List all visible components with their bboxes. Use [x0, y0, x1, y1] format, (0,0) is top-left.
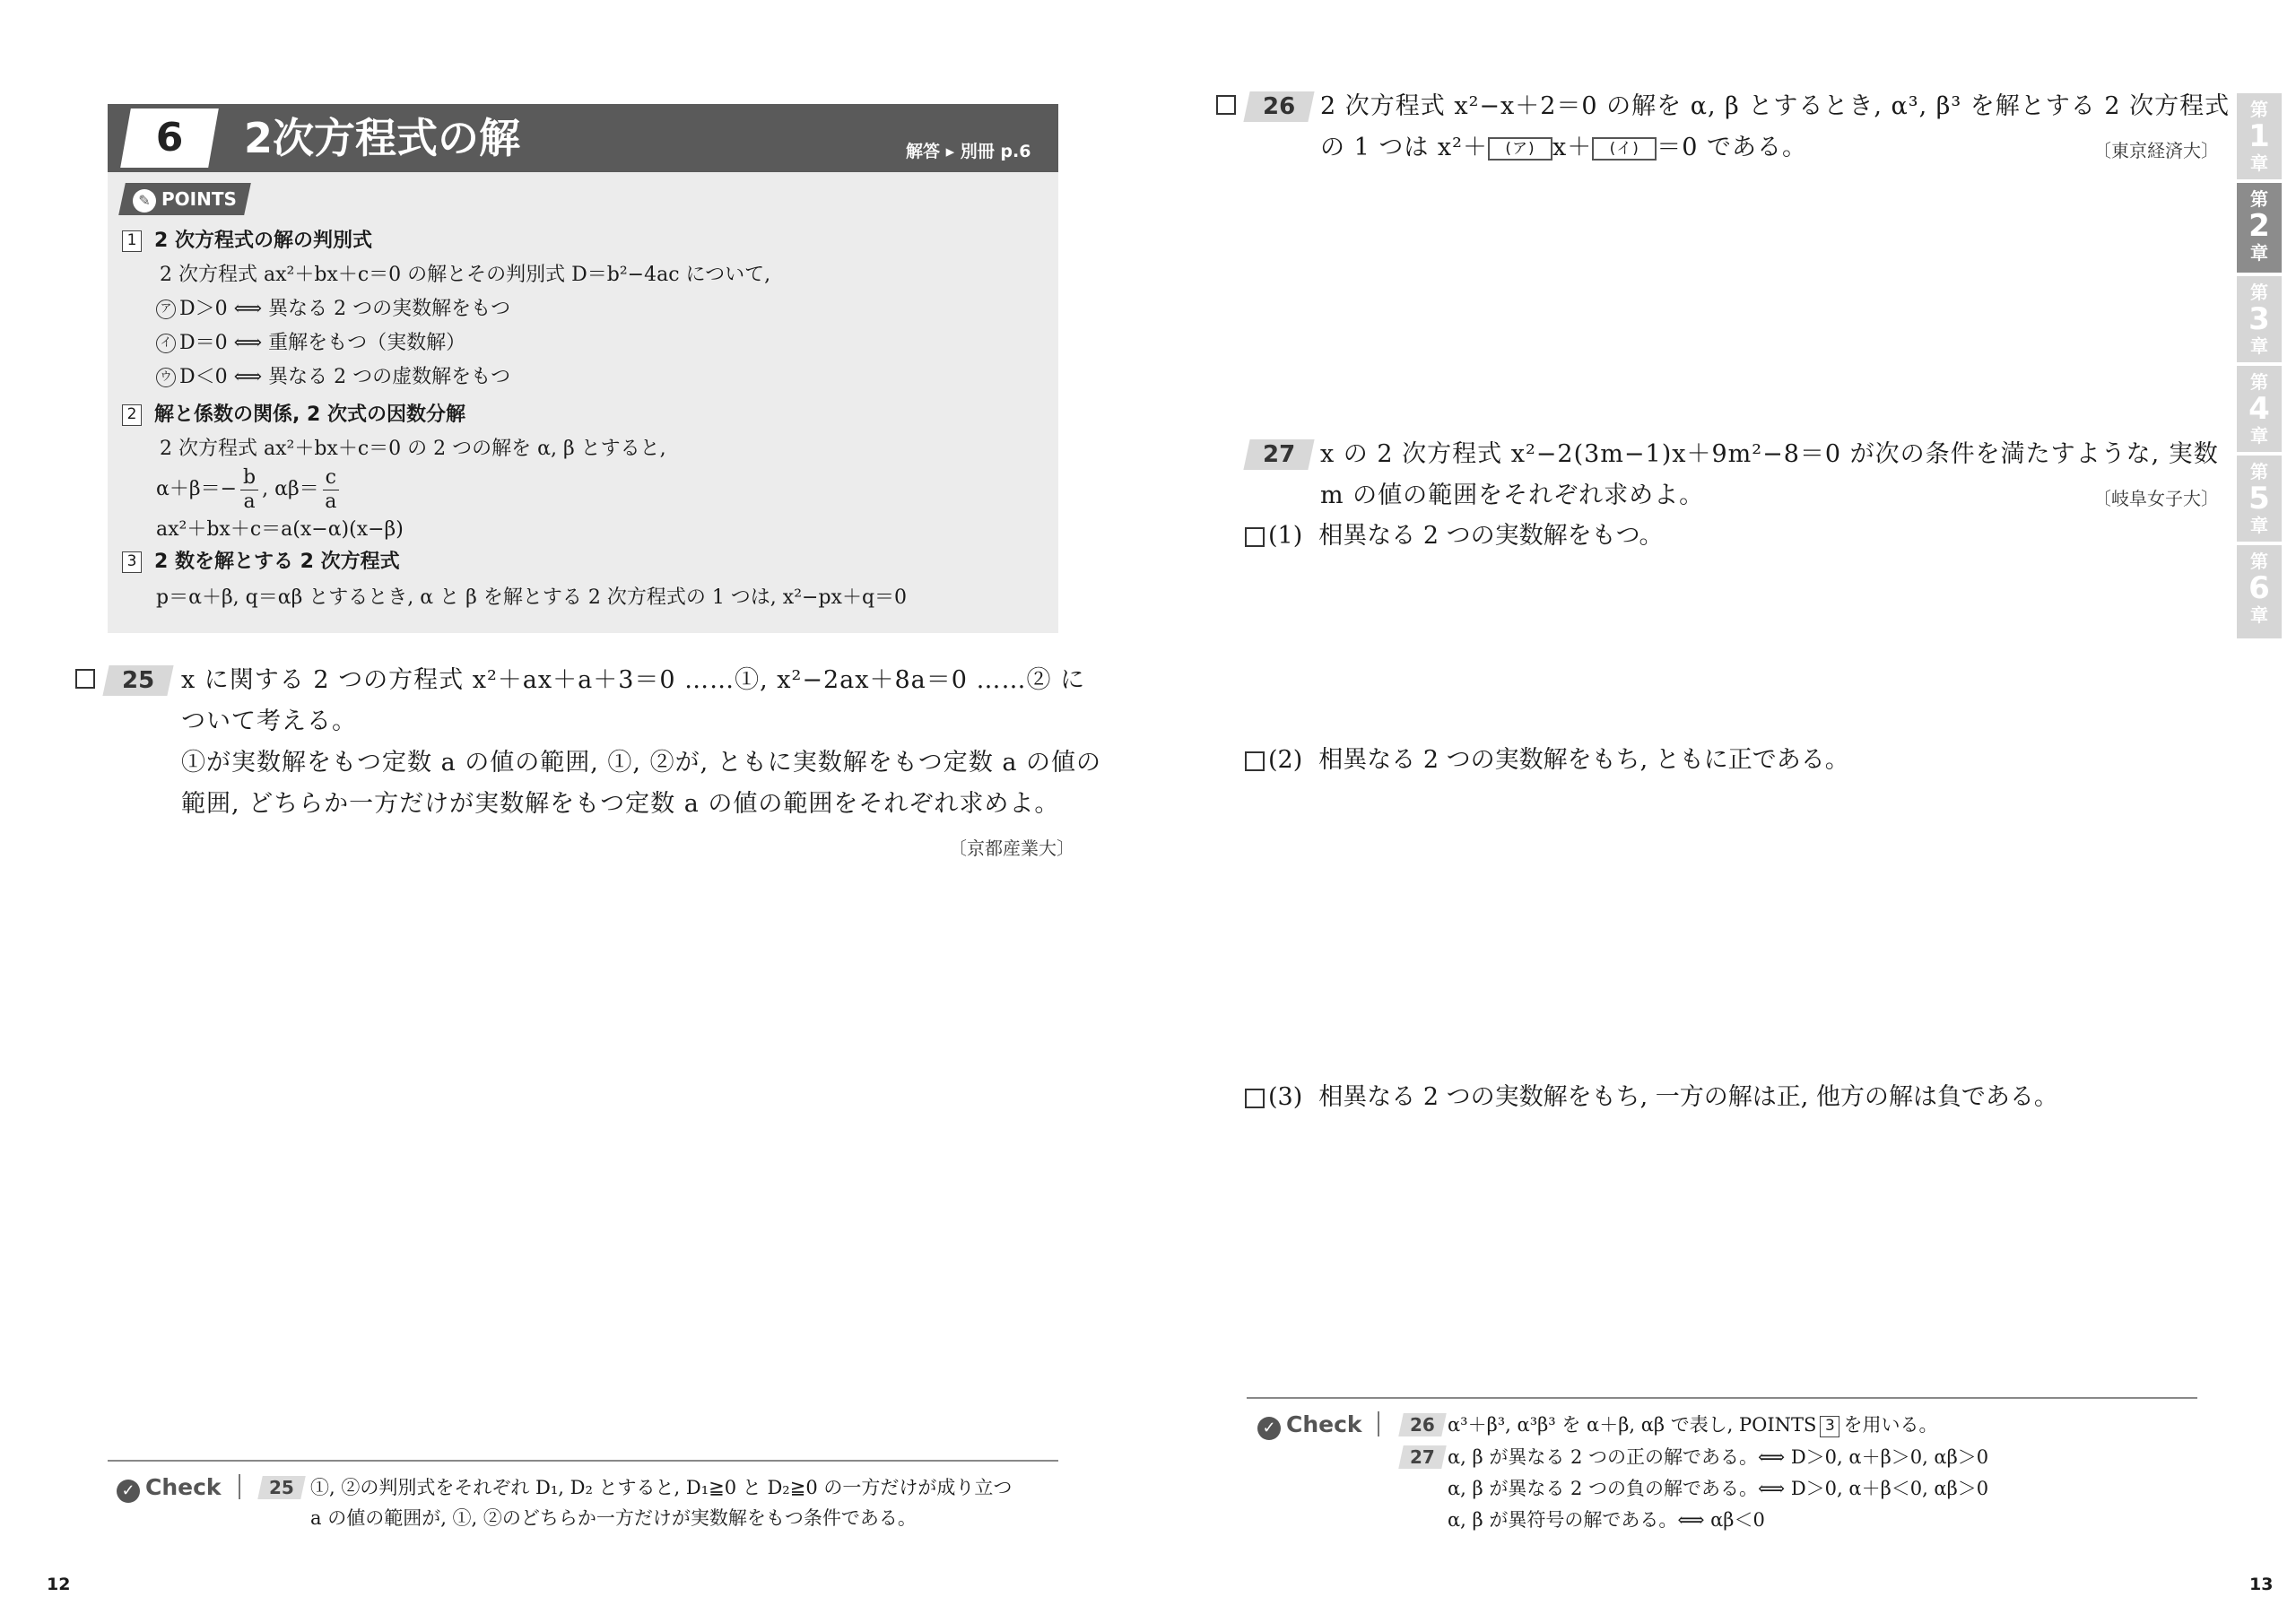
q26-number: 26 [1243, 91, 1314, 122]
points-subitem-a: ア D＞0 ⟺ 異なる 2 つの実数解をもつ [156, 292, 510, 326]
sub-checkbox[interactable] [1245, 751, 1265, 771]
q27-source: 〔岐阜女子大〕 [2093, 488, 2219, 509]
section-title: 2次方程式の解 [244, 114, 521, 162]
section-number: 6 [155, 115, 184, 161]
fraction: $\frac{b}{a}$ [240, 466, 258, 514]
points-item-heading: 解と係数の関係, 2 次式の因数分解 [154, 404, 465, 426]
q25-checkbox[interactable] [75, 669, 95, 689]
page-number-left: 12 [47, 1575, 71, 1594]
check-divider [108, 1460, 1058, 1462]
points-item-number: 3 [122, 551, 142, 573]
points-item-heading: 2 次方程式の解の判別式 [154, 230, 372, 252]
vieta-formula: α＋β＝− $\frac{b}{a}$ , αβ＝ $\frac{c}{a}$ [156, 464, 343, 515]
chapter-tab-3[interactable]: 第 3 章 [2237, 276, 2282, 362]
q26-line: 2 次方程式 x²−x＋2＝0 の解を α, β とするとき, α³, β³ を解とする 2 次方程式 [1320, 92, 2231, 120]
points-item-number: 2 [122, 404, 142, 426]
points-item-number: 1 [122, 230, 142, 252]
sub-checkbox[interactable] [1245, 527, 1265, 547]
q25-line: ①が実数解をもつ定数 a の値の範囲, ①, ②が, ともに実数解をもつ定数 a の値の [181, 749, 1102, 777]
chapter-tab-5[interactable]: 第 5 章 [2237, 456, 2282, 542]
check-left: ✓ Check [117, 1474, 222, 1503]
q26-source: 〔東京経済大〕 [2093, 140, 2219, 161]
circled-mark: イ [156, 334, 176, 353]
q27-line: x の 2 次方程式 x²−2(3m−1)x＋9m²−8＝0 が次の条件を満たすような, 実数 [1320, 440, 2219, 468]
q25-line: 範囲, どちらか一方だけが実数解をもつ定数 a の値の範囲をそれぞれ求めよ。 [181, 790, 1060, 818]
points-label: ✎ POINTS [133, 183, 237, 215]
check-tag-26: 26 [1398, 1413, 1446, 1436]
q27-sub-1: (1) 相異なる 2 つの実数解をもつ。 [1245, 518, 1664, 554]
check-text: a の値の範囲が, ①, ②のどちらか一方だけが実数解をもつ条件である。 [310, 1507, 917, 1529]
fraction: $\frac{c}{a}$ [323, 466, 339, 514]
circled-mark: ア [156, 299, 176, 319]
check-right: ✓ Check [1257, 1411, 1362, 1440]
factor-formula: ax²＋bx＋c＝a(x−α)(x−β) [156, 518, 404, 541]
q25-number: 25 [102, 665, 173, 696]
points-item-2 [122, 398, 465, 432]
circled-mark: ウ [156, 368, 176, 387]
q27-sub-3: (3) 相異なる 2 つの実数解をもち, 一方の解は正, 他方の解は負である。 [1245, 1080, 2058, 1115]
check-text-27: α, β が異なる 2 つの負の解である。⟺ D＞0, α＋β＜0, αβ＞0 [1448, 1478, 1989, 1499]
answer-reference: 解答 ▸ 別冊 p.6 [906, 142, 1031, 161]
q27-number: 27 [1243, 439, 1314, 470]
chapter-tab-2[interactable]: 第 2 章 [2237, 183, 2282, 273]
checkmark-icon: ✓ [1257, 1417, 1281, 1440]
points-item-heading: 2 数を解とする 2 次方程式 [154, 551, 400, 573]
q27-sub-2: (2) 相異なる 2 つの実数解をもち, ともに正である。 [1245, 742, 1849, 778]
q26-line-2: の 1 つは x²＋ (ア) x＋ (イ) ＝0 である。 [1320, 134, 1807, 161]
chapter-tab-1[interactable]: 第 1 章 [2237, 93, 2282, 179]
page-number-right: 13 [2249, 1575, 2274, 1594]
chapter-tab-4[interactable]: 第 4 章 [2237, 366, 2282, 452]
answer-box-i[interactable]: (イ) [1592, 137, 1657, 161]
answer-box-a[interactable]: (ア) [1488, 137, 1552, 161]
chapter-tab-6[interactable]: 第 6 章 [2237, 545, 2282, 638]
check-text: ①, ②の判別式をそれぞれ D₁, D₂ とすると, D₁≧0 と D₂≧0 の一方だけが成り立つ [310, 1477, 1013, 1498]
points-ref-box: 3 [1820, 1416, 1839, 1437]
check-separator [239, 1474, 240, 1499]
checkmark-icon: ✓ [117, 1480, 140, 1503]
points-item-1 [122, 224, 372, 258]
q25-line: ついて考える。 [181, 707, 357, 735]
pencil-icon: ✎ [133, 189, 156, 213]
q26-checkbox[interactable] [1216, 95, 1236, 115]
check-text-27: α, β が異符号の解である。⟺ αβ＜0 [1448, 1509, 1765, 1531]
q25-source: 〔京都産業大〕 [949, 838, 1074, 859]
q27-line: m の値の範囲をそれぞれ求めよ。 [1320, 482, 1705, 509]
points-subitem-u: ウ D＜0 ⟺ 異なる 2 つの虚数解をもつ [156, 360, 510, 395]
sub-checkbox[interactable] [1245, 1089, 1265, 1108]
points-line: 2 次方程式 ax²＋bx＋c＝0 の解とその判別式 D＝b²−4ac について, [160, 264, 771, 286]
q25-line: x に関する 2 つの方程式 x²＋ax＋a＋3＝0 ……①, x²−2ax＋8a＝0 ……② に [181, 666, 1086, 694]
check-separator [1378, 1411, 1379, 1436]
check-divider [1247, 1397, 2197, 1399]
points-line: p＝α＋β, q＝αβ とするとき, α と β を解とする 2 次方程式の 1 つは, x²−px＋q＝0 [156, 586, 908, 609]
points-item-3 [122, 545, 400, 579]
points-subitem-i: イ D＝0 ⟺ 重解をもつ（実数解） [156, 326, 465, 360]
check-tag-27: 27 [1398, 1445, 1446, 1469]
check-tag: 25 [257, 1476, 305, 1499]
check-text-26: α³＋β³, α³β³ を α＋β, αβ で表し, POINTS 3 を用いる。 [1448, 1414, 1938, 1436]
check-text-27: α, β が異なる 2 つの正の解である。⟺ D＞0, α＋β＞0, αβ＞0 [1448, 1446, 1989, 1468]
points-line: 2 次方程式 ax²＋bx＋c＝0 の 2 つの解を α, β とすると, [160, 438, 666, 460]
